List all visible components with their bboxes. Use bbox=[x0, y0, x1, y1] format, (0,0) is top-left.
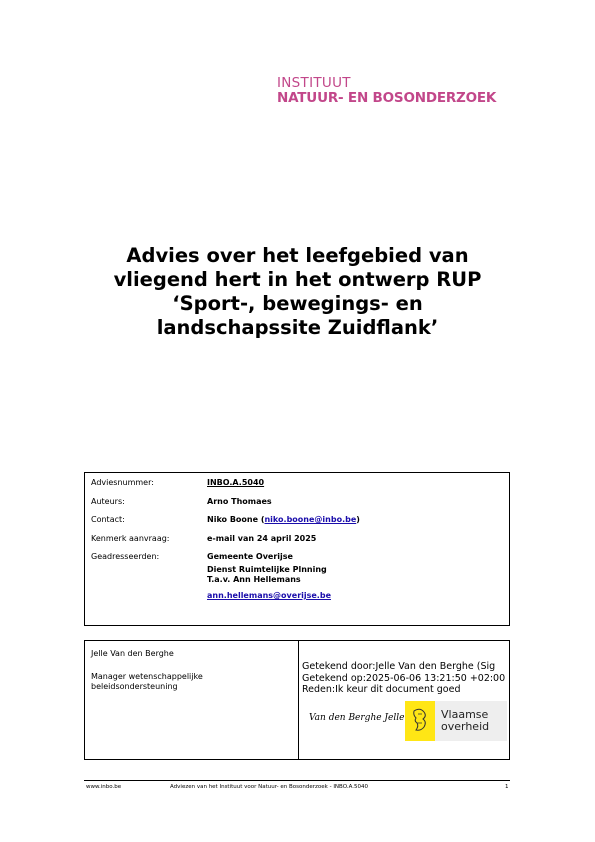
vlaamse-overheid-logo bbox=[405, 701, 507, 741]
badge-line-2: overheid bbox=[441, 720, 490, 733]
footer-page-number: 1 bbox=[505, 784, 509, 790]
auteurs-value: Arno Thomaes bbox=[207, 497, 272, 506]
title-line-4: landschapssite Zuidflank’ bbox=[156, 316, 439, 339]
sign-reason: Reden:Ik keur dit document goed bbox=[302, 684, 461, 695]
document-title bbox=[60, 244, 535, 340]
auteurs-label: Auteurs: bbox=[91, 497, 125, 506]
advice-info-box bbox=[84, 472, 510, 626]
contact-value bbox=[207, 515, 360, 524]
vlaamse-overheid-text bbox=[441, 709, 489, 733]
signed-on: Getekend op:2025-06-06 13:21:50 +02:00 bbox=[302, 672, 506, 684]
signatory-role-line-2: beleidsondersteuning bbox=[91, 682, 178, 691]
title-line-3: ‘Sport-, bewegings- en bbox=[172, 292, 423, 315]
handwritten-signature: Van den Berghe Jelle bbox=[309, 713, 405, 723]
inbo-logo bbox=[277, 76, 496, 106]
footer-site: www.inbo.be bbox=[86, 784, 122, 790]
footer-text: Adviezen van het Instituut voor Natuur- en Bosonderzoek - INBO.A.5040 bbox=[170, 784, 368, 790]
title-line-2: vliegend hert in het ontwerp RUP bbox=[113, 268, 482, 291]
geadresseerden-line-1: Gemeente Overijse bbox=[207, 552, 293, 561]
geadresseerden-email-link[interactable]: ann.hellemans@overijse.be bbox=[207, 591, 331, 600]
signatory-role-line-1: Manager wetenschappelijke bbox=[91, 672, 203, 681]
geadresseerden-label: Geadresseerden: bbox=[91, 552, 160, 561]
logo-line-2: NATUUR- EN BOSONDERZOEK bbox=[277, 90, 497, 106]
contact-name: Niko Boone ( bbox=[207, 515, 265, 524]
contact-label: Contact: bbox=[91, 515, 125, 524]
lion-icon bbox=[405, 701, 435, 741]
badge-line-1: Vlaamse bbox=[441, 708, 489, 721]
title-line-1: Advies over het leefgebied van bbox=[126, 244, 469, 267]
adviesnummer-value: INBO.A.5040 bbox=[207, 478, 265, 487]
logo-line-1: INSTITUUT bbox=[277, 75, 351, 91]
adviesnummer-label: Adviesnummer: bbox=[91, 478, 154, 487]
digital-signature-text bbox=[302, 661, 505, 696]
signatory-role bbox=[91, 672, 203, 692]
contact-email-link[interactable]: niko.boone@inbo.be bbox=[264, 515, 357, 524]
geadresseerden-value bbox=[207, 552, 331, 601]
signature-box bbox=[84, 640, 510, 760]
geadresseerden-line-3: T.a.v. Ann Hellemans bbox=[207, 575, 301, 584]
geadresseerden-line-2: Dienst Ruimtelijke Plnning bbox=[207, 565, 327, 574]
signatory-panel bbox=[85, 641, 299, 759]
kenmerk-label: Kenmerk aanvraag: bbox=[91, 534, 170, 543]
footer-divider bbox=[84, 780, 510, 781]
signed-by: Getekend door:Jelle Van den Berghe (Sig bbox=[302, 661, 496, 672]
kenmerk-value: e-mail van 24 april 2025 bbox=[207, 534, 317, 543]
signatory-name: Jelle Van den Berghe bbox=[91, 649, 174, 658]
digital-signature-panel bbox=[299, 641, 509, 759]
contact-close: ) bbox=[356, 515, 360, 524]
